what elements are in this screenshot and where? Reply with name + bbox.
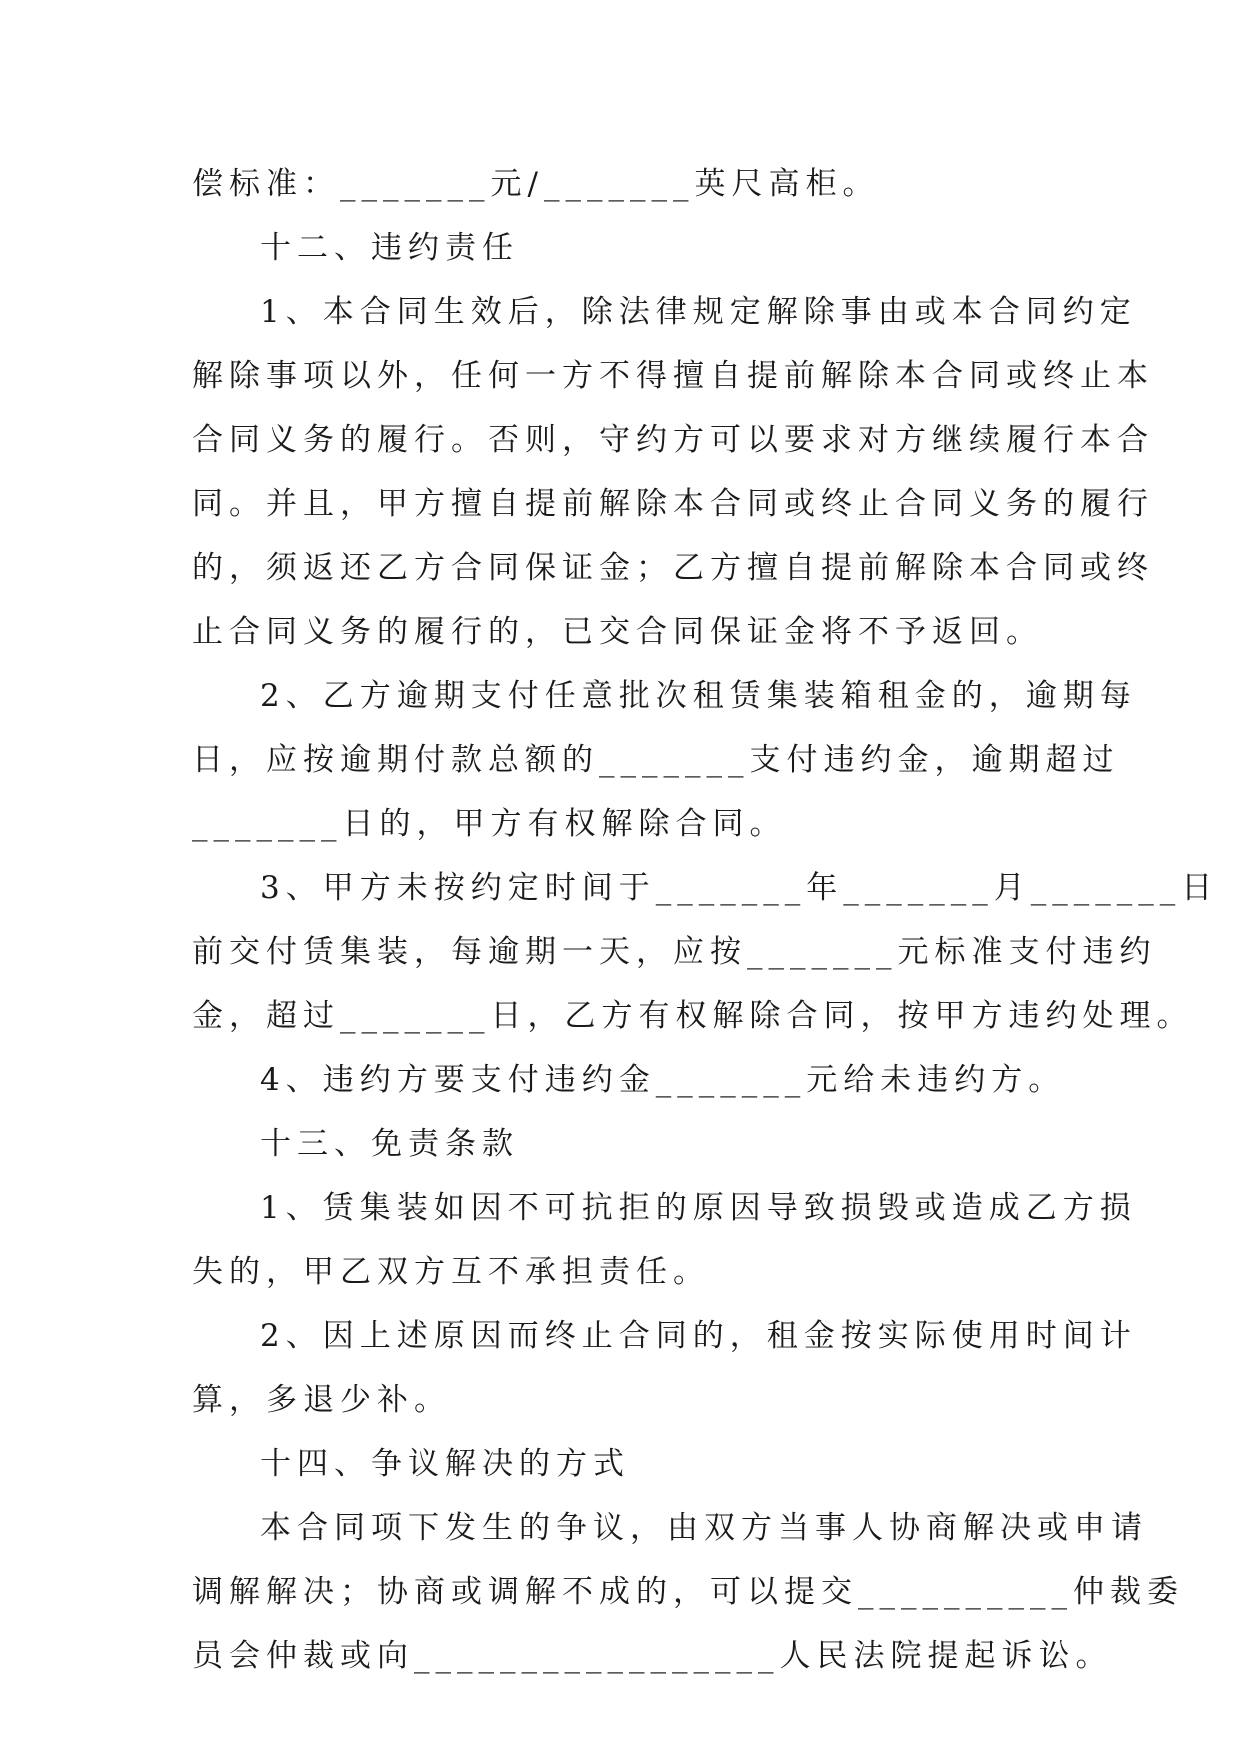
- paragraph-line: 1、赁集装如因不可抗拒的原因导致损毁或造成乙方损: [260, 1190, 1137, 1226]
- paragraph-line: 偿标准：_______元/_______英尺高柜。: [192, 166, 880, 202]
- paragraph-line: 前交付赁集装，每逾期一天，应按_______元标准支付违约: [192, 934, 1157, 970]
- paragraph-line: 3、甲方未按约定时间于_______年_______月_______日: [260, 870, 1219, 906]
- paragraph-line: 调解解决；协商或调解不成的，可以提交__________仲裁委: [192, 1574, 1184, 1610]
- paragraph-line: 的，须返还乙方合同保证金；乙方擅自提前解除本合同或终: [192, 550, 1154, 586]
- paragraph-line: 员会仲裁或向_________________人民法院提起诉讼。: [192, 1638, 1113, 1674]
- paragraph-line: 2、因上述原因而终止合同的，租金按实际使用时间计: [260, 1318, 1137, 1354]
- paragraph-line: 解除事项以外，任何一方不得擅自提前解除本合同或终止本: [192, 358, 1154, 394]
- document-body: [192, 152, 1219, 1688]
- paragraph-line: 同。并且，甲方擅自提前解除本合同或终止合同义务的履行: [192, 486, 1154, 522]
- paragraph-line: 金，超过_______日，乙方有权解除合同，按甲方违约处理。: [192, 998, 1194, 1034]
- paragraph-line: 4、违约方要支付违约金_______元给未违约方。: [260, 1062, 1066, 1098]
- paragraph-line: 止合同义务的履行的，已交合同保证金将不予返回。: [192, 614, 1043, 650]
- section-heading-dispute-resolution: 十四、争议解决的方式: [260, 1446, 630, 1482]
- paragraph-line: 失的，甲乙双方互不承担责任。: [192, 1254, 710, 1290]
- paragraph-line: 合同义务的履行。否则，守约方可以要求对方继续履行本合: [192, 422, 1154, 458]
- paragraph-line: _______日的，甲方有权解除合同。: [192, 806, 787, 842]
- paragraph-line: 2、乙方逾期支付任意批次租赁集装箱租金的，逾期每: [260, 678, 1137, 714]
- paragraph-line: 算，多退少补。: [192, 1382, 451, 1418]
- paragraph-line: 本合同项下发生的争议，由双方当事人协商解决或申请: [260, 1510, 1148, 1546]
- paragraph-line: 日，应按逾期付款总额的_______支付违约金，逾期超过: [192, 742, 1120, 778]
- section-heading-breach-liability: 十二、违约责任: [260, 230, 519, 266]
- section-heading-exemption: 十三、免责条款: [260, 1126, 519, 1162]
- paragraph-line: 1、本合同生效后，除法律规定解除事由或本合同约定: [260, 294, 1137, 330]
